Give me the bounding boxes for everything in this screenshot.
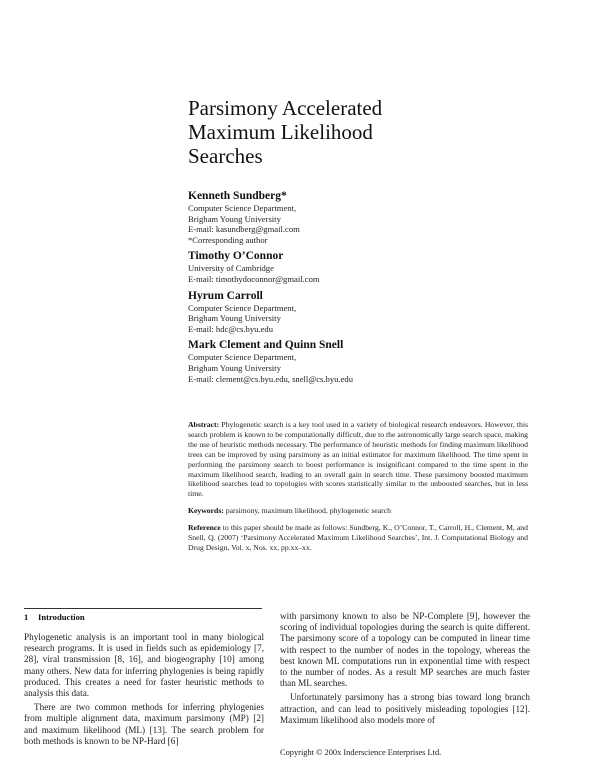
- author-institution: University of Cambridge: [188, 263, 274, 274]
- author-name: Hyrum Carroll: [188, 289, 263, 302]
- author-name: Mark Clement and Quinn Snell: [188, 339, 344, 352]
- author-block: [188, 339, 508, 384]
- author-block: [188, 290, 508, 335]
- body-paragraph: with parsimony known to also be NP-Complete [9], however the scoring of individual topologies during the search is quite different. The parsimony score of a topology can be computed in linear time with respect to the number of nodes in the topology, whereas the best known ML computations run in exponential time with respect to the number of nodes. As a result MP searches are much faster than ML searches.: [280, 611, 530, 689]
- body-column-left: [24, 632, 264, 747]
- section-title: Introduction: [38, 612, 85, 622]
- front-matter: [188, 420, 528, 553]
- copyright-footer: Copyright © 200x Inderscience Enterprises Ltd.: [280, 748, 442, 757]
- abstract-label: Abstract:: [188, 420, 220, 429]
- author-affiliation: Computer Science Department,: [188, 302, 297, 313]
- author-affiliation: Computer Science Department,: [188, 352, 297, 363]
- keywords-label: Keywords:: [188, 506, 224, 516]
- body-paragraph: There are two common methods for inferring phylogenies from multiple alignment data, maximum parsimony (MP) [2] and maximum likelihood (ML) [13]. The search problem for both methods is known to be NP-Hard [6]: [24, 702, 264, 746]
- author-block: [188, 190, 508, 245]
- title-line-1: Parsimony Accelerated: [188, 96, 383, 120]
- corresponding-author-note: *Corresponding author: [188, 234, 268, 245]
- author-affiliation: Computer Science Department,: [188, 203, 297, 213]
- title-line-2: Maximum Likelihood: [188, 120, 373, 144]
- body-paragraph: Unfortunately parsimony has a strong bias toward long branch attraction, and can lead to positively misleading topologies [12]. Maximum likelihood also models more of: [280, 692, 530, 725]
- keywords-paragraph: [188, 506, 528, 516]
- author-name: Timothy O’Connor: [188, 250, 284, 263]
- author-list: [188, 190, 508, 389]
- reference-text: to this paper should be made as follows: Sundberg, K., O’Connor, T., Carroll, H., Clement, M, and Snell, Q. (2007) ‘Parsimony Accelerated Maximum Likelihood Searches’, Int. J. Computational Biology and Drug Design, Vol. x, Nos. xx, pp.xx–xx.: [188, 523, 528, 552]
- abstract-paragraph: [188, 420, 528, 499]
- section-heading: [24, 608, 262, 623]
- author-email: E-mail: clement@cs.byu.edu, snell@cs.byu.edu: [188, 373, 353, 384]
- section-number: 1: [24, 612, 29, 622]
- reference-label: Reference: [188, 523, 221, 533]
- author-email: E-mail: hdc@cs.byu.edu: [188, 323, 273, 334]
- title-line-3: Searches: [188, 144, 263, 168]
- author-email: E-mail: kasundberg@gmail.com: [188, 224, 300, 235]
- keywords-text: parsimony, maximum likelihood, phylogenetic search: [225, 506, 391, 516]
- author-block: [188, 250, 508, 284]
- body-paragraph: Phylogenetic analysis is an important tool in many biological research programs. It is used in fields such as epidemiology [7, 28], viral transmission [8, 16], and biogeography [10] among many others. New data for inferring phylogenies is being rapidly produced. This creates a need for faster heuristic methods to analysis this data.: [24, 632, 264, 699]
- author-name: Kenneth Sundberg*: [188, 190, 287, 202]
- author-email: E-mail: timothydoconnor@gmail.com: [188, 273, 320, 284]
- author-institution: Brigham Young University: [188, 362, 281, 373]
- author-institution: Brigham Young University: [188, 213, 281, 224]
- paper-title: [188, 96, 508, 168]
- body-column-right: [280, 611, 530, 726]
- reference-paragraph: [188, 523, 528, 553]
- abstract-text: Phylogenetic search is a key tool used in a variety of biological research endeavors. However, this search problem is known to be computationally difficult, due to the astronomically large search space, making the use of heuristic methods necessary. The performance of heuristic methods for finding maximum likelihood trees can be improved by using parsimony as an initial estimator for maximum likelihood. The time spent in performing the parsimony search to boost performance is insignificant compared to the time spent in the maximum likelihood search, leading to an overall gain in search time. These parsimony boosted maximum likelihood searches lead to topologies with scores statistically similar to the unboosted searches, but in less time.: [188, 420, 528, 499]
- author-institution: Brigham Young University: [188, 313, 281, 324]
